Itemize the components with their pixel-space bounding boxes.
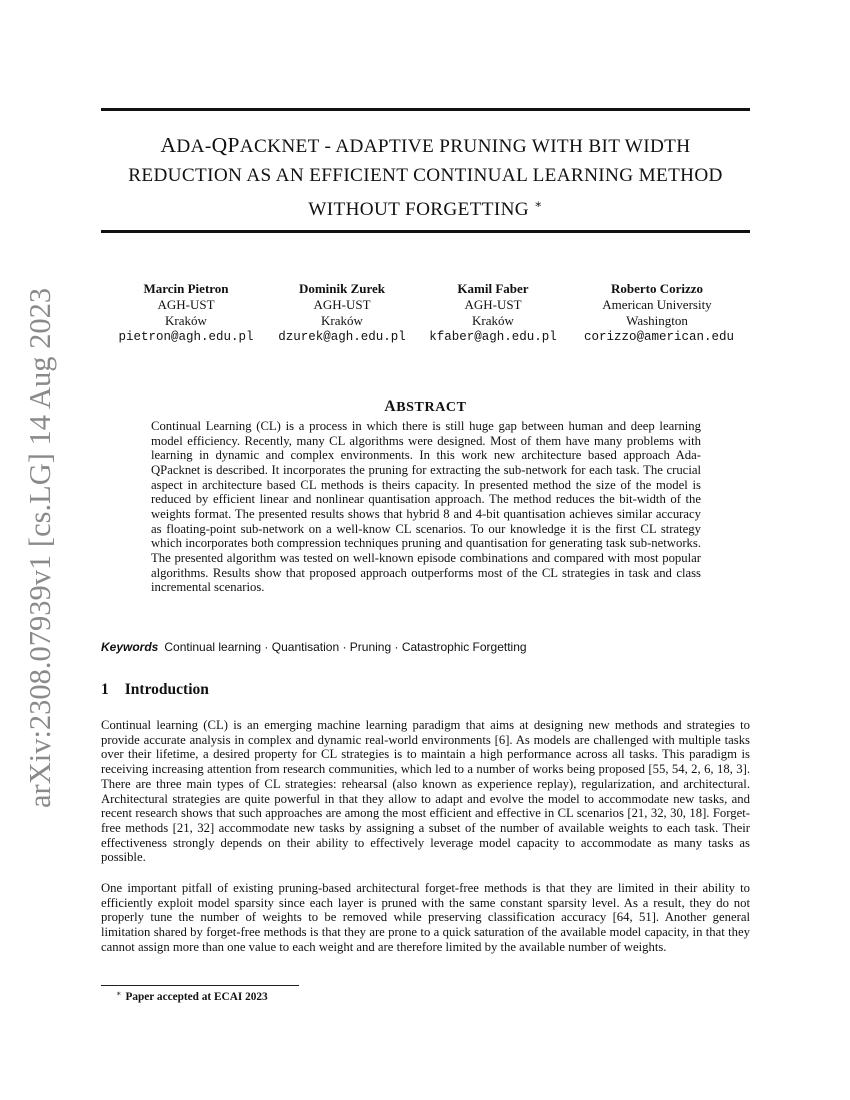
author-city: Kraków (472, 313, 514, 328)
paper-title (101, 131, 750, 224)
title-line-2: REDUCTION AS AN EFFICIENT CONTINUAL LEARNING METHOD (128, 165, 723, 186)
title-top-rule (101, 108, 750, 111)
title-footnote-mark: ∗ (534, 197, 543, 211)
title-line-3: WITHOUT FORGETTING ∗ (308, 197, 543, 220)
author-name: Marcin Pietron (143, 281, 229, 296)
abstract-heading: ABSTRACT (384, 398, 467, 415)
author-name: Dominik Zurek (298, 281, 386, 296)
footnote-text: Paper accepted at ECAI 2023 (125, 991, 268, 1003)
author-3 (429, 281, 557, 345)
author-name: Kamil Faber (457, 281, 529, 296)
author-name: Roberto Corizzo (610, 281, 704, 296)
author-email[interactable]: dzurek@agh.edu.pl (278, 330, 406, 344)
author-email[interactable]: kfaber@agh.edu.pl (429, 330, 557, 344)
keywords-label: Keywords (101, 640, 159, 654)
author-block (101, 281, 750, 351)
section-title: Introduction (124, 681, 209, 698)
section-number: 1 (101, 681, 109, 698)
keywords-list: Continual learning · Quantisation · Pruning · Catastrophic Forgetting (164, 640, 527, 654)
footnote (116, 989, 268, 1003)
author-4 (584, 281, 735, 345)
author-2 (278, 281, 406, 345)
title-bottom-rule (101, 230, 750, 233)
author-affiliation: AGH-UST (157, 297, 215, 312)
author-city: Kraków (165, 313, 207, 328)
section-heading-introduction (101, 681, 209, 699)
author-email[interactable]: pietron@agh.edu.pl (118, 330, 254, 344)
keywords-line (101, 639, 750, 655)
arxiv-identifier: arXiv:2308.07939v1 [cs.LG] 14 Aug 2023 (23, 287, 57, 808)
author-affiliation: AGH-UST (464, 297, 522, 312)
author-affiliation: AGH-UST (313, 297, 371, 312)
author-1 (118, 281, 254, 345)
title-line-1: ADA-QPACKNET - ADAPTIVE PRUNING WITH BIT WIDTH (160, 133, 691, 157)
author-city: Washington (626, 313, 688, 328)
footnote-mark: ∗ (116, 989, 122, 998)
intro-paragraph-2: One important pitfall of existing pruning-based architectural forget-free methods is that they are limited in their ability to efficiently exploit model sparsity since each layer is pruned with the same constant sparsity level. As a result, they do not properly tune the number of weights to be removed while preserving classification accuracy [64, 51]. Another general limitation shared by forget-free methods is that they are prone to a quick saturation of the available model capacity, in that they cannot assign more than one value to each weight and are therefore limited by the available number of weights. (101, 881, 750, 954)
intro-paragraph-1: Continual learning (CL) is an emerging machine learning paradigm that aims at designing new methods and strategies to provide accurate analysis in complex and dynamic real-world environments [6]. As models are challenged with multiple tasks over their lifetime, a desired property for CL strategies is to maintain a high performance across all tasks. This paradigm is receiving increasing attention from research communities, which led to a number of works being proposed [55, 54, 2, 6, 18, 3]. There are three main types of CL strategies: rehearsal (also known as experience replay), regularization, and architectural. Architectural strategies are quite powerful in that they allow to adapt and evolve the model to accommodate new tasks, and recent research shows that such approaches are among the most efficient and effective in CL scenarios [21, 32, 30, 18]. Forget-free methods [21, 32] accommodate new tasks by assigning a subset of the number of available weights to each task. Their effectiveness strongly depends on their ability to effectively leverage model capacity to accommodate as many tasks as possible. (101, 718, 750, 865)
abstract-text: Continual Learning (CL) is a process in which there is still huge gap between human and deep learning model efficiency. Recently, many CL algorithms were designed. Most of them have many problems with learning in dynamic and complex environments. In this work new architecture based approach Ada-QPacknet is described. It incorporates the pruning for extracting the sub-network for each task. The crucial aspect in architecture based CL methods is theirs capacity. In presented method the size of the model is reduced by efficient linear and nonlinear quantisation approach. The method reduces the bit-width of the weights format. The presented results shows that hybrid 8 and 4-bit quantisation achieves similar accuracy as floating-point sub-network on a well-know CL scenarios. To our knowledge it is the first CL strategy which incorporates both compression techniques pruning and quantisation for generating task sub-networks. The presented algorithm was tested on well-known episode combinations and compared with most popular algorithms. Results show that proposed approach outperforms most of the CL strategies in task and class incremental scenarios. (151, 419, 701, 595)
author-affiliation: American University (602, 297, 712, 312)
footnote-rule (101, 985, 299, 986)
author-email[interactable]: corizzo@american.edu (584, 330, 735, 344)
author-city: Kraków (321, 313, 363, 328)
